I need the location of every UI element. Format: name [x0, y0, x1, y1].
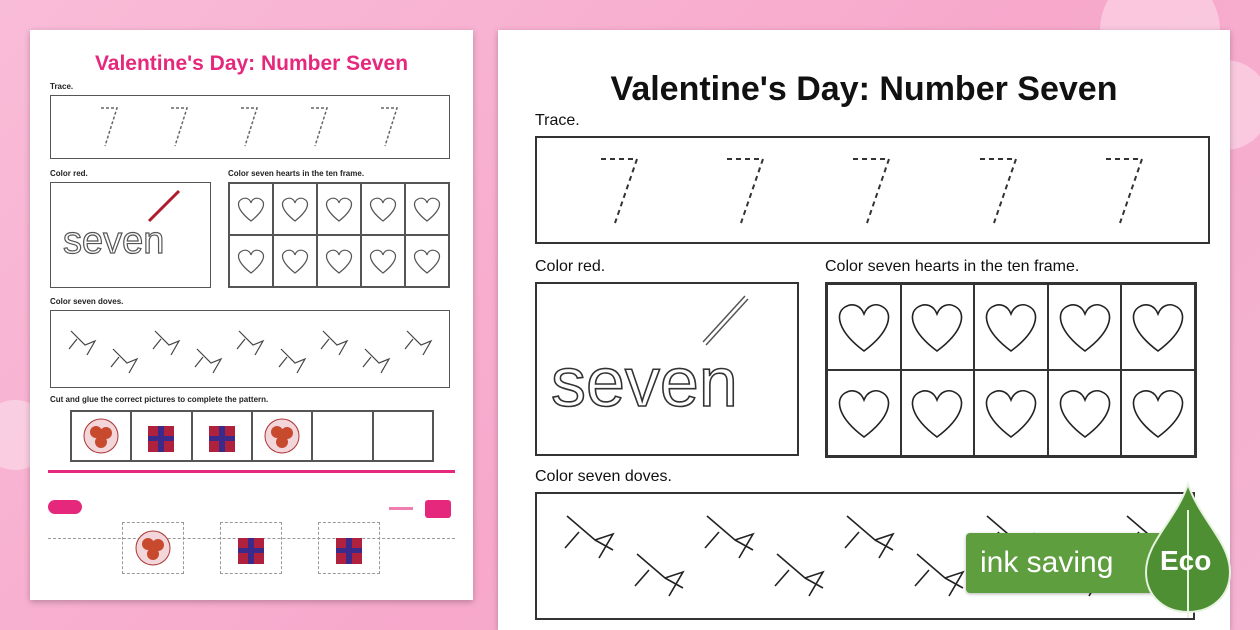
small-trace-box	[50, 95, 450, 159]
gift-box-icon	[141, 416, 181, 456]
dove-icon	[363, 349, 389, 373]
heart-outline-icon	[410, 246, 444, 276]
worksheet-preview-small	[30, 30, 473, 600]
ten-frame-cell	[974, 284, 1048, 370]
heart-outline-icon	[278, 194, 312, 224]
small-doves-row	[51, 311, 448, 386]
heart-outline-icon	[1127, 299, 1189, 355]
small-ten-frame-cell	[229, 235, 273, 287]
gift-box-icon	[202, 416, 242, 456]
dove-icon	[279, 349, 305, 373]
dove-icon	[69, 331, 95, 355]
cookie-plate-icon	[133, 528, 173, 568]
small-ten-frame-cell	[229, 183, 273, 235]
heart-outline-icon	[366, 246, 400, 276]
cutout-piece	[220, 522, 282, 574]
large-hearts-label: Color seven hearts in the ten frame.	[825, 258, 1080, 275]
heart-outline-icon	[906, 299, 968, 355]
large-color-red-label: Color red.	[535, 258, 606, 275]
small-trace-label: Trace.	[50, 82, 74, 91]
dotted-seven-icon	[241, 108, 257, 146]
ink-saving-text: ink saving	[980, 546, 1114, 579]
pattern-cell	[71, 411, 131, 461]
dove-icon	[845, 516, 893, 558]
heart-outline-icon	[322, 194, 356, 224]
cookie-plate-icon	[262, 416, 302, 456]
heart-outline-icon	[278, 246, 312, 276]
dove-icon	[565, 516, 613, 558]
dotted-seven-icon	[974, 151, 1024, 229]
small-ten-frame-cell	[273, 183, 317, 235]
heart-outline-icon	[833, 299, 895, 355]
brand-logo-left	[48, 500, 82, 514]
small-ten-frame	[228, 182, 450, 288]
dotted-seven-icon	[847, 151, 897, 229]
small-word-art	[51, 183, 209, 286]
ten-frame-cell	[974, 370, 1048, 456]
dotted-seven-icon	[595, 151, 645, 229]
dove-icon	[111, 349, 137, 373]
heart-outline-icon	[1054, 385, 1116, 441]
small-doves-box	[50, 310, 450, 388]
gift-box-icon	[329, 528, 369, 568]
small-hearts-label: Color seven hearts in the ten frame.	[228, 169, 365, 178]
small-trace-sevens	[51, 96, 448, 157]
pattern-cell	[131, 411, 191, 461]
eco-label: Eco	[1160, 545, 1212, 576]
ten-frame-cell	[1048, 370, 1122, 456]
pattern-cell	[252, 411, 312, 461]
small-sheet-title: Valentine's Day: Number Seven	[94, 52, 409, 75]
dove-icon	[635, 554, 683, 596]
ten-frame-cell	[827, 284, 901, 370]
heart-outline-icon	[906, 385, 968, 441]
cutout-piece	[318, 522, 380, 574]
dotted-seven-icon	[1100, 151, 1150, 229]
ten-frame-cell	[1121, 370, 1195, 456]
large-word-art	[537, 284, 797, 454]
heart-outline-icon	[980, 299, 1042, 355]
large-doves-label: Color seven doves.	[535, 468, 672, 485]
heart-outline-icon	[833, 385, 895, 441]
heart-outline-icon	[234, 246, 268, 276]
pattern-cell-empty	[312, 411, 372, 461]
small-footer-divider	[48, 470, 455, 473]
trace-digits-row	[537, 138, 1208, 242]
small-doves-label: Color seven doves.	[50, 297, 124, 306]
cutout-piece	[122, 522, 184, 574]
dotted-seven-icon	[311, 108, 327, 146]
large-ten-frame	[825, 282, 1197, 458]
small-pattern-row	[70, 410, 434, 462]
pencil-icon	[703, 296, 745, 342]
pencil-icon	[149, 191, 179, 221]
large-word-box	[535, 282, 799, 456]
small-ten-frame-cell	[317, 235, 361, 287]
dotted-seven-icon	[381, 108, 397, 146]
small-ten-frame-cell	[361, 183, 405, 235]
large-trace-label: Trace.	[535, 112, 580, 129]
dove-icon	[705, 516, 753, 558]
dove-icon	[775, 554, 823, 596]
small-color-red-label: Color red.	[50, 169, 88, 178]
gift-box-icon	[231, 528, 271, 568]
brand-logo-right	[425, 500, 451, 518]
dotted-seven-icon	[171, 108, 187, 146]
heart-outline-icon	[410, 194, 444, 224]
dove-icon	[915, 554, 963, 596]
dove-icon	[153, 331, 179, 355]
footer-note	[389, 507, 413, 510]
small-ten-frame-cell	[361, 235, 405, 287]
heart-outline-icon	[234, 194, 268, 224]
heart-outline-icon	[366, 194, 400, 224]
heart-outline-icon	[980, 385, 1042, 441]
dove-icon	[195, 349, 221, 373]
ten-frame-cell	[901, 284, 975, 370]
dove-icon	[237, 331, 263, 355]
pattern-cell-empty	[373, 411, 433, 461]
heart-outline-icon	[322, 246, 356, 276]
small-ten-frame-cell	[405, 235, 449, 287]
dotted-seven-icon	[721, 151, 771, 229]
large-trace-box	[535, 136, 1210, 244]
heart-outline-icon	[1054, 299, 1116, 355]
small-ten-frame-cell	[405, 183, 449, 235]
small-ten-frame-cell	[273, 235, 317, 287]
dotted-seven-icon	[101, 108, 117, 146]
dove-icon	[405, 331, 431, 355]
ten-frame-cell	[827, 370, 901, 456]
large-sheet-title: Valentine's Day: Number Seven	[610, 70, 1118, 108]
dove-icon	[321, 331, 347, 355]
ten-frame-cell	[1048, 284, 1122, 370]
cookie-plate-icon	[81, 416, 121, 456]
large-word-outline: seven	[551, 343, 738, 421]
heart-outline-icon	[1127, 385, 1189, 441]
ten-frame-cell	[1121, 284, 1195, 370]
small-ten-frame-cell	[317, 183, 361, 235]
small-pattern-label: Cut and glue the correct pictures to complete the pattern.	[50, 395, 269, 404]
small-word-outline: seven	[63, 220, 165, 262]
ten-frame-cell	[901, 370, 975, 456]
pattern-cell	[192, 411, 252, 461]
small-word-box	[50, 182, 211, 288]
